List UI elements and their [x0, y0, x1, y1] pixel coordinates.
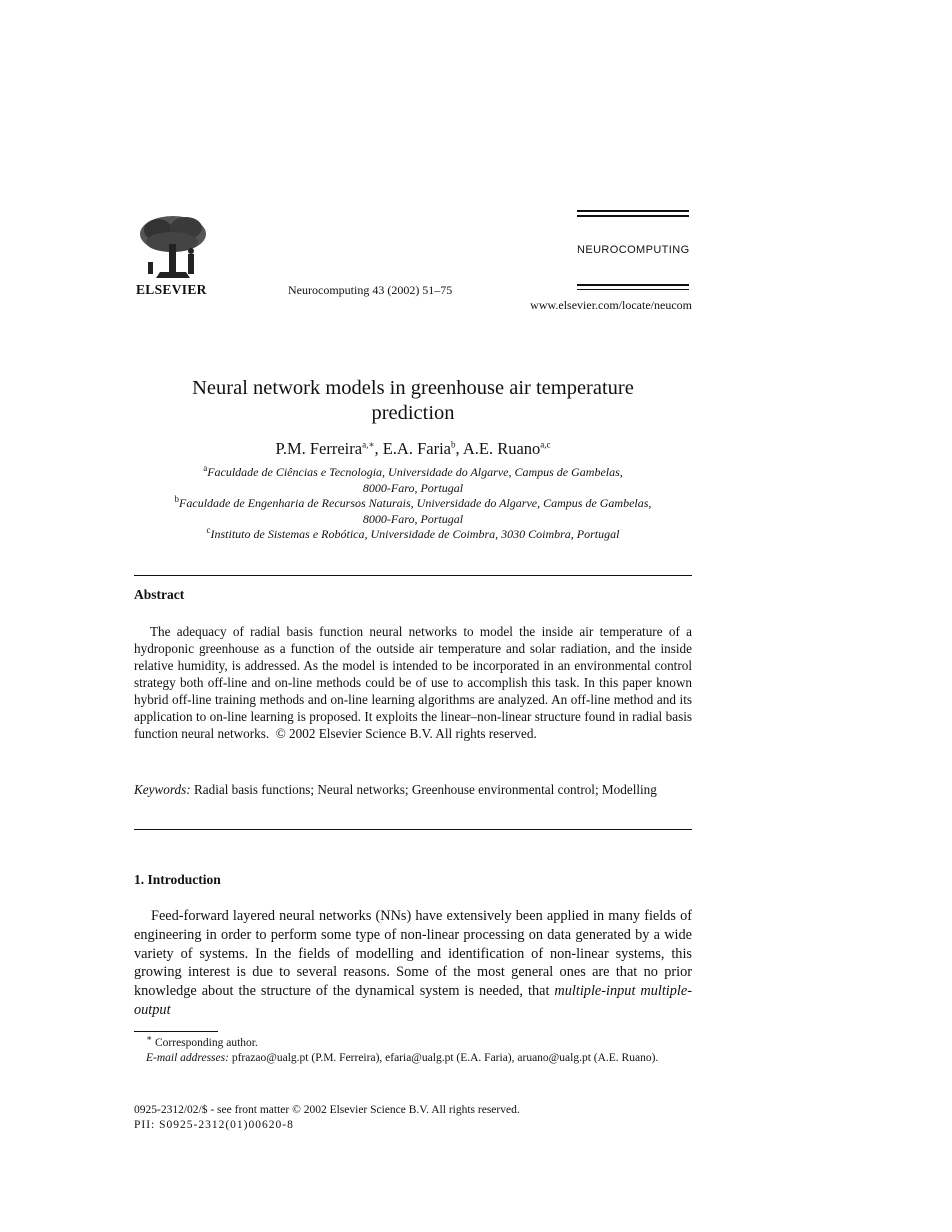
keywords — [134, 781, 692, 798]
affiliation-mark: a — [203, 463, 208, 473]
abstract-heading: Abstract — [134, 587, 185, 602]
affiliation-line: 8000-Faro, Portugal — [362, 480, 464, 495]
journal-brand: NEUROCOMPUTING — [577, 244, 690, 256]
journal-reference: Neurocomputing 43 (2002) 51–75 — [288, 283, 453, 297]
affiliation-b — [134, 496, 692, 527]
issn-line: 0925-2312/02/$ - see front matter © 2002 Elsevier Science B.V. All rights reserved. — [134, 1104, 520, 1116]
author-affil-mark: b — [450, 439, 456, 450]
affiliation-a — [134, 465, 692, 496]
corresponding-author-note: Corresponding author. — [155, 1037, 258, 1049]
introduction-text: Feed-forward layered neural networks (NNs) have extensively been applied in many fields of engineering in order to perform some type of non-linear processing on data generated by a wide variety of systems. In the fields of modelling and identification of non-linear systems, this growing interest is due to several reasons. Some of the most general ones are that no prior knowledge about the structure of the dynamical system is needed, that — [134, 908, 692, 1000]
footnotes — [134, 1033, 692, 1066]
footnote-rule — [134, 1031, 218, 1032]
publisher-name: ELSEVIER — [136, 282, 207, 297]
author-name: E.A. Faria — [382, 439, 451, 458]
affiliation-line: Instituto de Sistemas e Robótica, Universidade de Coimbra, 3030 Coimbra, Portugal — [210, 527, 620, 541]
author-separator: , — [455, 439, 463, 458]
brand-rule-bottom-2 — [577, 289, 689, 290]
abstract-bottom-rule — [134, 829, 692, 830]
abstract-copyright: © 2002 Elsevier Science B.V. All rights reserved. — [275, 726, 537, 741]
affiliation-c — [134, 527, 692, 543]
brand-rule-bottom-1 — [577, 284, 689, 286]
affiliation-mark: b — [174, 494, 180, 504]
corresponding-mark: ∗ — [146, 1033, 153, 1044]
brand-rule-top-2 — [577, 215, 689, 217]
abstract-body — [134, 623, 692, 742]
affiliation-line: 8000-Faro, Portugal — [362, 511, 464, 526]
author-affil-mark: a,c — [540, 439, 551, 450]
article-title — [134, 376, 692, 426]
author-name: A.E. Ruano — [462, 439, 541, 458]
affiliation-line: Faculdade de Ciências e Tecnologia, Universidade do Algarve, Campus de Gambelas, — [207, 465, 623, 479]
affiliation-mark: c — [206, 525, 211, 535]
elsevier-tree-logo — [136, 214, 210, 282]
author-separator: , — [374, 439, 383, 458]
email-addresses: pfrazao@ualg.pt (P.M. Ferreira), efaria@ualg.pt (E.A. Faria), aruano@ualg.pt (A.E. Ruano). — [231, 1052, 659, 1064]
email-label: E-mail addresses: — [146, 1052, 229, 1064]
title-line-2: prediction — [371, 402, 455, 424]
author-list — [134, 439, 692, 459]
abstract-text: The adequacy of radial basis function neural networks to model the inside air temperature of a hydroponic greenhouse as a function of the outside air temperature and solar radiation, and the inside relative humidity, is addressed. As the model is intended to be incorporated in an environmental control strategy both off-line and on-line methods could be of use to accomplish this task. In this paper known hybrid off-line training methods and on-line learning algorithms are analyzed. An off-line method and its application to on-line learning is proposed. It exploits the linear–non-linear structure found in radial basis function neural networks. — [134, 624, 692, 741]
affiliation-line: Faculdade de Engenharia de Recursos Naturais, Universidade do Algarve, Campus de Gambelas, — [179, 496, 652, 510]
title-line-1: Neural network models in greenhouse air temperature — [192, 377, 634, 399]
section-heading: 1. Introduction — [134, 872, 221, 887]
introduction-body — [134, 907, 692, 1020]
author-name: P.M. Ferreira — [275, 439, 363, 458]
pii-line: PII: S0925-2312(01)00620-8 — [134, 1119, 294, 1131]
keywords-label: Keywords: — [134, 782, 191, 797]
abstract-top-rule — [134, 575, 692, 576]
keywords-text: Radial basis functions; Neural networks; Greenhouse environmental control; Modelling — [193, 782, 657, 797]
author-affil-mark: a,∗ — [362, 439, 375, 450]
introduction-emphasis: multiple-input multiple-output — [134, 983, 693, 1018]
brand-rule-top-1 — [577, 210, 689, 212]
journal-url[interactable]: www.elsevier.com/locate/neucom — [530, 298, 692, 312]
